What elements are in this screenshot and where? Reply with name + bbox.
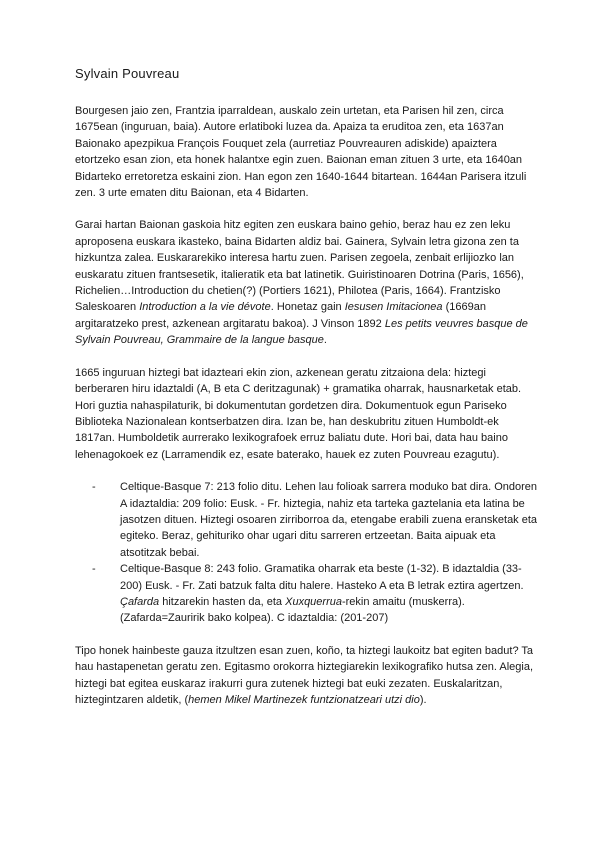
paragraph-conclusion-text-1: Tipo honek hainbeste gauza itzultzen esan zuen, koño, ta hiztegi laukoitz bat egiten badut? Ta hau hastapenetan geratu zen. Egitasmo orokorra hiztegiarekin lexikografiko hutsa zen. Alegia, hiztegi bat egitea euskaraz irakurri gura zutenek hiztegi bat euki zezaten. Euskalaritzan, hiztegintzaren aldetik, ( xyxy=(75,644,534,706)
book-title-vinson: Les petits veuvres basque de Sylvain Pouvreau, Grammaire de la langue basque xyxy=(75,317,528,347)
document-title: Sylvain Pouvreau xyxy=(75,66,180,81)
word-cafarda: Çafarda xyxy=(120,595,160,608)
list-item xyxy=(75,561,540,627)
list-item-text: Celtique-Basque 7: 213 folio ditu. Lehen lau folioak sarrera moduko bat dira. Ondoren A idaztaldia: 209 folio: Eusk. - Fr. hiztegia, nahiz eta tarteka gaztelania eta latina be jasotzen dituen. Hiztegi osoaren zirriborroa da, etengabe erabili zuena eransketak eta egiteko. Beraz, gehituriko ohar ugari ditu sarreren ertzeetan. Baita aipuak eta atsotitzak bebai. xyxy=(120,481,538,559)
book-title-imitacionea: Iesusen Imitacionea xyxy=(344,301,443,314)
list-dash: - xyxy=(92,481,96,494)
paragraph-context-text-4: . xyxy=(323,334,327,347)
paragraph-context-text-3: (1669an argitaratzeko prest, azkenean argitaratu bakoa). J Vinson 1892 xyxy=(75,301,486,330)
list-dash: - xyxy=(92,563,96,576)
paragraph-conclusion xyxy=(75,643,540,709)
list-item xyxy=(75,479,540,561)
list-item-text-3: -rekin amaitu (muskerra). (Zafarda=Zauririk bako kolpea). C idaztaldia: (201-207) xyxy=(120,595,465,625)
paragraph-conclusion-text-2: ). xyxy=(419,694,427,706)
manuscript-list xyxy=(75,479,540,627)
word-xuxquerrua: Xuxquerrua xyxy=(285,595,342,608)
paragraph-context-text-1: Garai hartan Baionan gaskoia hitz egiten zen euskara baino gehio, beraz hau ez zen leku aproposena euskara ikasteko, baina Bidarten aldiz bai. Gainera, Sylvain letra gizona zen ta hizkuntza zalea. Euskararekiko interesa hartu zuen. Parisen zegoela, zenbait erlijiozko lan euskaratu zituen frantsesetik, italieratik eta bat latinetik. Guiristinoaren Dotrina (Paris, 1656), Richelien…Introduction du chetien(?) (Portiers 1621), Philotea (Paris, 1664). Frantzisko Saleskoaren xyxy=(75,219,524,314)
paragraph-biography: Bourgesen jaio zen, Frantzia iparraldean, auskalo zein urtetan, eta Parisen hil zen, circa 1675ean (inguruan, baia). Autore erlatiboki luzea da. Apaiza ta eruditoa zen, eta 1637an Baionako apezpikua François Fouquet zela (aurretiaz Pouvreauren adiskide) apaiztera etortzeko esan zion, eta honek halantxe egin zuen. Baionan eman zituen 3 urte, eta 1640an Bidarteko erretoretza eskaini zion. Han egon zen 1640-1644 bitartean. 1644an Parisera itzuli zen. 3 urte ematen ditu Baionan, eta 4 Bidarten. xyxy=(75,105,527,200)
list-item-text xyxy=(120,563,524,624)
paragraph-context xyxy=(75,217,540,348)
list-item-text-2: hitzarekin hasten da, eta xyxy=(159,595,286,608)
editor-note: hemen Mikel Martinezek funtzionatzeari utzi dio xyxy=(188,694,420,706)
paragraph-context-text-2: . Honetaz gain xyxy=(270,301,345,314)
list-item-text-1: Celtique-Basque 8: 243 folio. Gramatika oharrak eta beste (1-32). B idaztaldia (33-200) Eusk. - Fr. Zati batzuk falta ditu halere. Hasteko A eta B letrak eztira agertzen. xyxy=(120,563,524,592)
paragraph-dictionary: 1665 inguruan hiztegi bat idazteari ekin zion, azkenean geratu zitzaiona dela: hiztegi berberaren hiru idaztaldi (A, B eta C deritzagunak) + gramatika oharrak, hausnarketak etab. Hori guztia nahaspilaturik, bi dokumentutan gordetzen dira. Dokumentuok egun Pariseko Biblioteka Nazionalean kontserbatzen dira. Izan be, han deskubritu zituen Humboldt-ek 1817an. Humboldetik aurrerako lexikografoek erruz baliatu dute. Hori bai, data hau baino lehenagokoek ez (Larramendik ez, esate baterako, hauek ez zuten Pouvreau ezagutu). xyxy=(75,366,522,461)
book-title-introduction: Introduction a la vie dévote xyxy=(139,301,271,314)
